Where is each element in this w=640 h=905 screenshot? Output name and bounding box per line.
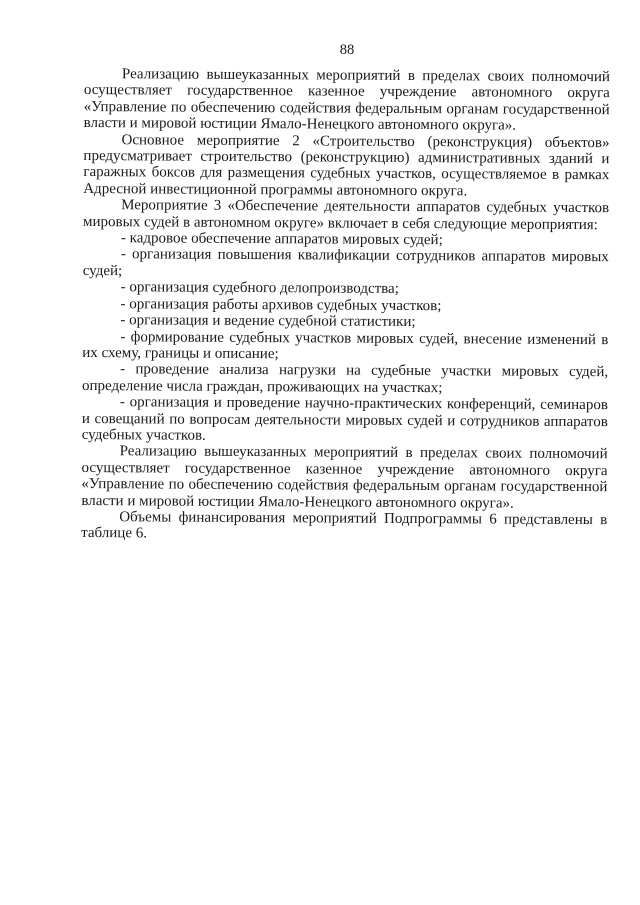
list-item: - проведение анализа нагрузки на судебные участки мировых судей, определение числа граждан, проживающих на участках; <box>81 361 609 396</box>
list-item: - организация и ведение судебной статистики; <box>120 312 416 331</box>
paragraph-implementation-2: Реализацию вышеуказанных мероприятий в пределах своих полномочий осуществляет государственное казенное учреждение автономного округа «Управление по обеспечению содействия федеральным органам государственной власти и мировой юстиции Ямало-Ненецкого автономного округа». <box>81 443 608 512</box>
list-item: - организация повышения квалификации сотрудников аппаратов мировых судей; <box>82 246 609 280</box>
paragraph-activity-3: Мероприятие 3 «Обеспечение деятельности аппаратов судебных участков мировых судей в автономном округе» включает в себя следующие мероприятия: <box>83 197 610 233</box>
list-item: - организация работы архивов судебных участков; <box>120 295 442 314</box>
list-item: - организация и проведение научно-практических конференций, семинаров и совещаний по вопросам деятельности мировых судей и сотрудников аппаратов судебных участков. <box>81 394 608 444</box>
list-item: - формирование судебных участков мировых судей, внесение изменений в их схему, границы и описание; <box>82 328 609 363</box>
list-item: - кадровое обеспечение аппаратов мировых судей; <box>120 230 443 249</box>
paragraph-financing: Объемы финансирования мероприятий Подпрограммы 6 представлены в таблице 6. <box>81 509 608 542</box>
paragraph-main-activity-2: Основное мероприятие 2 «Строительство (реконструкция) объектов» предусматривает строительство (реконструкцию) административных зданий и гаражных боксов для размещения судебных участков, осуществляемое в рамках Адресной инвестиционной программы автономного округа. <box>83 131 610 200</box>
list-item: - организация судебного делопроизводства; <box>120 279 399 298</box>
document-body <box>81 66 610 545</box>
paragraph-implementation-1: Реализацию вышеуказанных мероприятий в пределах своих полномочий осуществляет государственное казенное учреждение автономного округа «Управление по обеспечению содействия федеральным органам государственной власти и мировой юстиции Ямало-Ненецкого автономного округа». <box>83 66 610 134</box>
page-number: 88 <box>339 42 355 58</box>
